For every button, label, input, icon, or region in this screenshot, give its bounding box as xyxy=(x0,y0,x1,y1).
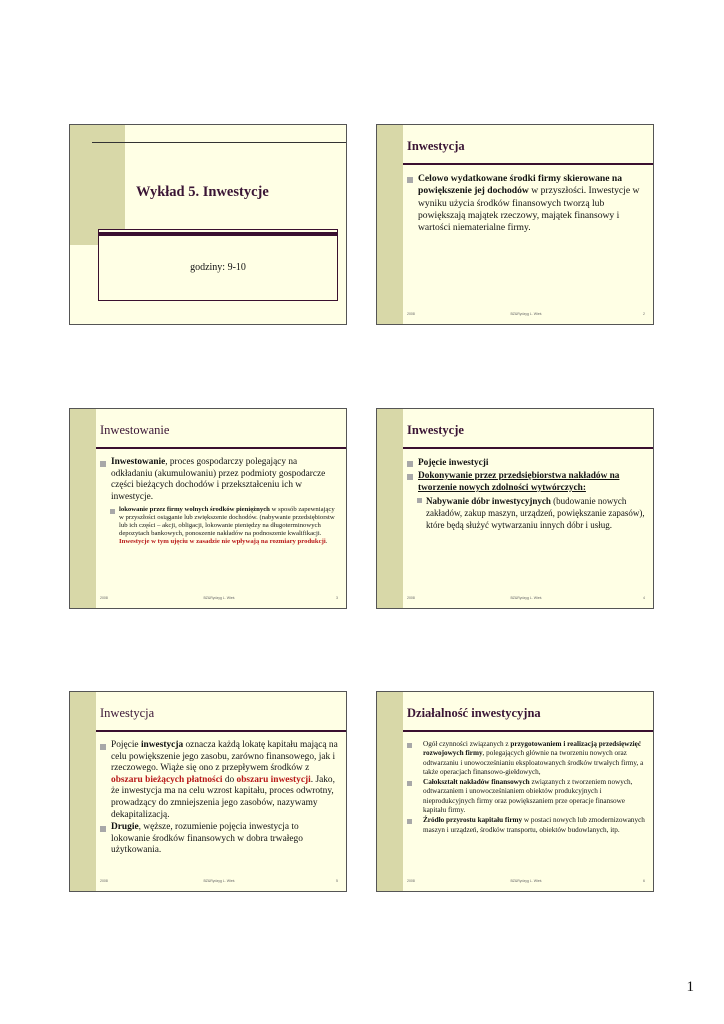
slide-1 xyxy=(69,124,347,325)
slide-divider xyxy=(96,447,346,449)
slide-accent-bar xyxy=(377,409,403,608)
bullet-text: w przyszłości. Inwestycje w wyniku użycia środków finansowych tworzą lub powiększają majątek rzeczowy, majątek finansowy i wartości niematerialne firmy. xyxy=(418,185,640,234)
footer-author: BZ&Rydzyg L. Wieś xyxy=(510,312,542,316)
footer-slide-number: 5 xyxy=(336,879,338,883)
slide-content xyxy=(100,740,338,858)
slide-title: Wykład 5. Inwestycje xyxy=(136,184,269,200)
footer-slide-number: 3 xyxy=(336,596,338,600)
slide-content xyxy=(407,457,645,531)
bullet-item xyxy=(407,173,645,234)
slide-accent-bar xyxy=(70,125,125,245)
slide-title: Inwestycja xyxy=(407,139,465,153)
sub-bullet-text: w sposób zapewniający w przyszłości osiąganie lub zwiększenie dochodów. (nabywanie przedsiębiorstw lub ich części – akcji, obligacji, lokowanie pieniędzy na długoterminowych depozytach bankowych, ponoszenie nakładów na podnoszenie kwalifikacji. xyxy=(119,506,335,538)
bullet-item xyxy=(407,778,645,815)
slide-6 xyxy=(376,691,654,892)
bullet-text: związanych z tworzeniem nowych, odtwarzaniem i unowocześnianiem obiektów produkcyjnych i nieprodukcyjnych firmy oraz powiększaniem prze operacje finansowe kapitału firmy. xyxy=(423,778,633,815)
bullet-item xyxy=(100,822,338,857)
slide-footer xyxy=(407,312,645,318)
slide-accent-bar xyxy=(70,409,96,608)
footer-author: BZ&Rydzyg L. Wieś xyxy=(510,879,542,883)
slide-divider xyxy=(96,730,346,732)
box-top-line xyxy=(99,232,337,236)
sub-bullet-bold-text: Nabywanie dóbr inwestycyjnych xyxy=(426,496,551,506)
slide-divider xyxy=(403,730,653,732)
slide-accent-bar xyxy=(377,692,403,891)
bullet-bold-text: przygotowaniem i realizacją przedsięwzięć rozwojowych firmy xyxy=(423,740,642,758)
slide-footer xyxy=(407,879,645,885)
page-number: 1 xyxy=(686,979,694,995)
slide-content xyxy=(100,457,338,546)
bullet-bold-text: inwestycja xyxy=(140,740,184,750)
sub-bullet-end: . xyxy=(325,538,328,546)
slide-accent-bar xyxy=(70,692,96,891)
slide-subtitle: godziny: 9-10 xyxy=(190,262,246,273)
bullet-bold-text: Inwestowanie xyxy=(111,457,166,467)
footer-year: 2008 xyxy=(100,596,108,600)
footer-year: 2008 xyxy=(407,879,415,883)
bullet-item xyxy=(407,457,645,469)
sub-bullet-bold-text: lokowanie przez firmy wolnych środków pieniężnych xyxy=(119,506,270,514)
footer-slide-number: 4 xyxy=(643,596,645,600)
bullet-bold-text: Pojęcie inwestycji xyxy=(418,458,489,468)
slide-4 xyxy=(376,408,654,609)
bullet-bold-text: Całokształt nakładów finansowych xyxy=(423,778,530,787)
slide-3 xyxy=(69,408,347,609)
bullet-text: w postaci nowych lub zmodernizowanych maszyn i urządzeń, środków transportu, obiektów budowlanych, itp. xyxy=(423,816,645,834)
bullet-text: Ogół czynności związanych z xyxy=(423,740,511,748)
slide-divider xyxy=(403,447,653,449)
footer-year: 2008 xyxy=(100,879,108,883)
bullet-bold-text: Drugie xyxy=(111,822,139,833)
footer-author: BZ&Rydzyg L. Wieś xyxy=(510,596,542,600)
slide-footer xyxy=(100,596,338,602)
footer-author: BZ&Rydzyg L. Wieś xyxy=(203,879,235,883)
bullet-item xyxy=(407,470,645,494)
bullet-item xyxy=(100,740,338,821)
footer-slide-number: 2 xyxy=(643,312,645,316)
bullet-text: , polegających głównie na tworzeniu nowych oraz odtwarzaniu i unowocześnianiu eksploatowanych środków trwałych firmy, a także operacjach finansowo-giełdowych, xyxy=(423,749,644,776)
sub-bullet-text: (budowanie nowych zakładów, zakup maszyn, urządzeń, powiększanie zapasów), które będą służyć wytwarzaniu innych dóbr i usług. xyxy=(426,496,645,530)
bullet-bold-text: Źródło przyrostu kapitału firmy xyxy=(423,816,523,825)
slide-title: Inwestowanie xyxy=(100,423,170,437)
bullet-text: oznacza każdą lokatę kapitału mającą na celu powiększenie jego zasobu, zarówno finansowego, jak i rzeczowego. Wiąże się ono z przepływem środków z xyxy=(111,740,338,774)
slide-title: Działalność inwestycyjna xyxy=(407,706,541,720)
slide-title: Inwestycje xyxy=(407,423,464,437)
subtitle-box xyxy=(98,229,338,301)
bullet-bold-text: Celowo wydatkowane środki firmy skierowane na powiększenie jej dochodów xyxy=(418,173,623,197)
slide-5 xyxy=(69,691,347,892)
bullet-text: do xyxy=(222,774,237,785)
bullet-text: Pojęcie xyxy=(111,740,141,750)
footer-year: 2008 xyxy=(407,312,415,316)
bullet-text: , proces gospodarczy polegający na odkładaniu (akumulowaniu) przez podmioty gospodarcze części bieżących dochodów i przekształceniu ich w inwestycje. xyxy=(111,457,326,502)
sub-bullet-item xyxy=(110,506,338,546)
bullet-highlight: obszaru inwestycji xyxy=(236,774,311,785)
sub-bullet-highlight: Inwestycje w tym ujęciu w zasadzie nie wpływają na rozmiary produkcji xyxy=(119,538,326,546)
slide-content xyxy=(407,740,645,836)
footer-year: 2008 xyxy=(407,596,415,600)
bullet-text: , węższe, rozumienie pojęcia inwestycja to lokowanie środków finansowych w dobra trwałego użytkowania. xyxy=(111,822,303,856)
slide-divider xyxy=(403,163,653,165)
bullet-item xyxy=(407,740,645,777)
slide-2 xyxy=(376,124,654,325)
footer-author: BZ&Rydzyg L. Wieś xyxy=(203,596,235,600)
slide-footer xyxy=(100,879,338,885)
bullet-text: . Jako, że inwestycja ma na celu wzrost kapitału, proces odwrotny, prowadzący do zmniejszenia jego zasobów, nazywamy dekapitalizacją. xyxy=(111,774,335,820)
slide-title: Inwestycja xyxy=(100,706,155,720)
slide-footer xyxy=(407,596,645,602)
slide-accent-bar xyxy=(377,125,403,324)
slide-content xyxy=(407,173,645,235)
footer-slide-number: 6 xyxy=(643,879,645,883)
bullet-item xyxy=(407,816,645,835)
bullet-item xyxy=(100,457,338,503)
sub-bullet-item xyxy=(417,495,645,531)
bullet-bold-text: Dokonywanie przez przedsiębiorstwa nakładów na tworzenie nowych zdolności wytwórczych: xyxy=(418,471,620,493)
bullet-highlight: obszaru bieżących płatności xyxy=(111,774,223,785)
slide-divider xyxy=(92,142,346,143)
